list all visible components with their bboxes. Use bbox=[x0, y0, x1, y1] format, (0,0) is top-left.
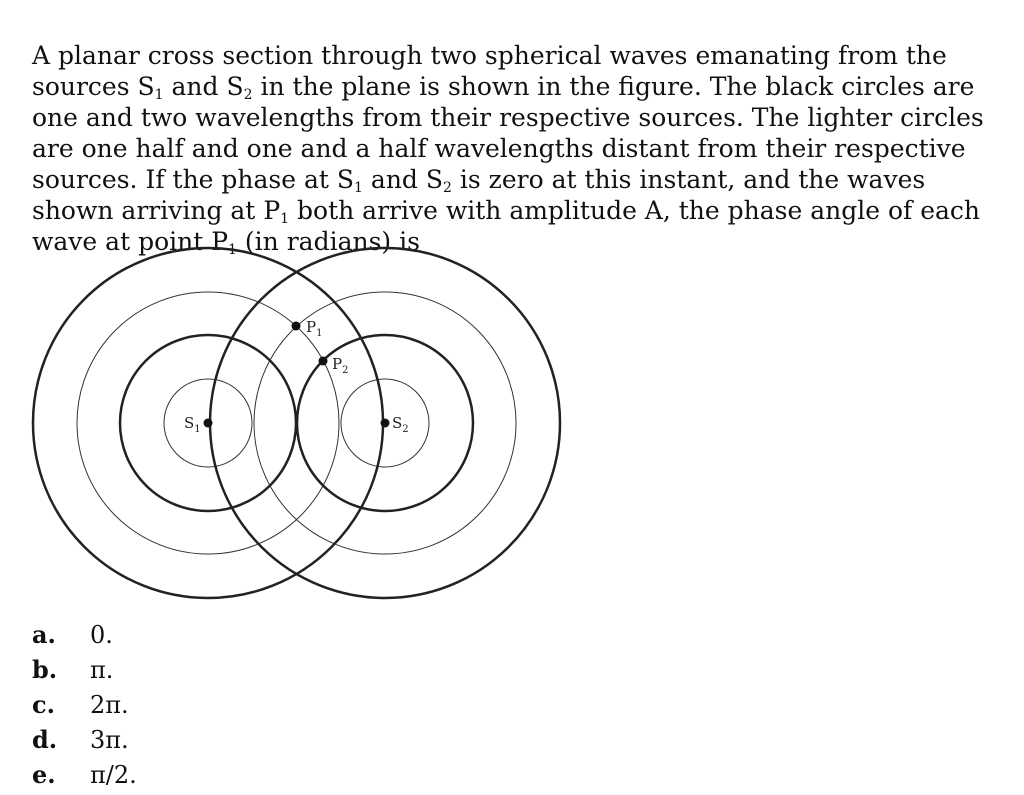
choice-letter: a. bbox=[32, 620, 56, 649]
wave-diagram bbox=[30, 245, 570, 610]
choice-text: 3π. bbox=[90, 726, 129, 754]
choice-a[interactable] bbox=[32, 620, 137, 655]
choice-d[interactable] bbox=[32, 725, 137, 760]
choice-text: π. bbox=[90, 656, 114, 684]
source-s2-dot bbox=[381, 419, 390, 428]
point-p2-dot bbox=[319, 357, 328, 366]
choice-letter: e. bbox=[32, 760, 56, 789]
source-s1-dot bbox=[204, 419, 213, 428]
choice-b[interactable] bbox=[32, 655, 137, 690]
question-text: A planar cross section through two spherical waves emanating from the sources $S_1$ and $S_2$ in the plane is shown in the figure. The black circles are one and two wavelengths from their respective sources. The lighter circles are one half and one and a half wavelengths distant from their respective sources. If the phase at $S_1$ and $S_2$ is zero at this instant, and the waves shown arriving at $P_1$ both arrive with amplitude A, the phase angle of each wave at point $P_1$ (in radians) is bbox=[32, 41, 984, 258]
choice-text: π/2. bbox=[90, 761, 137, 789]
choice-letter: b. bbox=[32, 655, 58, 684]
choice-text: 0. bbox=[90, 621, 113, 649]
label-s2: $S_2$ bbox=[392, 414, 409, 435]
label-s1: $S_1$ bbox=[184, 414, 201, 435]
choice-c[interactable] bbox=[32, 690, 137, 725]
label-p1: $P_1$ bbox=[306, 318, 323, 339]
choice-letter: d. bbox=[32, 725, 58, 754]
choice-text: 2π. bbox=[90, 691, 129, 719]
answer-choices bbox=[32, 620, 137, 795]
choice-letter: c. bbox=[32, 690, 55, 719]
point-p1-dot bbox=[292, 322, 301, 331]
label-p2: $P_2$ bbox=[332, 355, 349, 376]
